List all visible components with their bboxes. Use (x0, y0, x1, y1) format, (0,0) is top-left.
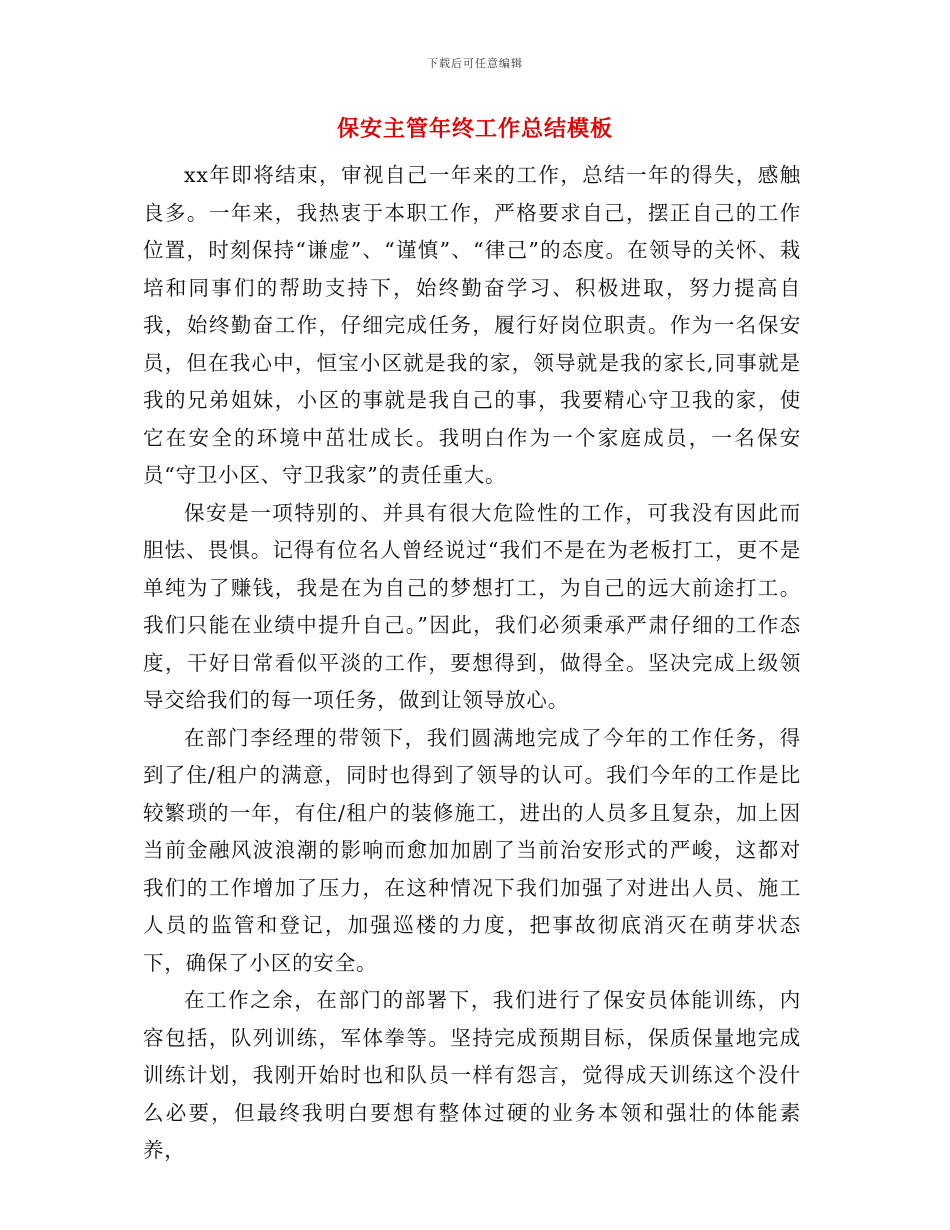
paragraph-1: xx年即将结束，审视自己一年来的工作，总结一年的得失，感触良多。一年来，我热衷于本职工作，严格要求自己，摆正自己的工作位置，时刻保持“谦虚”、“谨慎”、“律己”的态度。在领导的关怀、栽培和同事们的帮助支持下，始终勤奋学习、积极进取，努力提高自我，始终勤奋工作，仔细完成任务，履行好岗位职责。作为一名保安员，但在我心中，恒宝小区就是我的家，领导就是我的家长,同事就是我的兄弟姐妹，小区的事就是我自己的事，我要精心守卫我的家，使它在安全的环境中茁壮成长。我明白作为一个家庭成员，一名保安员“守卫小区、守卫我家”的责任重大。 (143, 163, 801, 487)
document-title: 保安主管年终工作总结模板 (336, 117, 613, 142)
paragraph-2: 保安是一项特别的、并具有很大危险性的工作，可我没有因此而胆怯、畏惧。记得有位名人曾经说过“我们不是在为老板打工，更不是单纯为了赚钱，我是在为自己的梦想打工，为自己的远大前途打工。我们只能在业绩中提升自己。”因此，我们必须秉承严肃仔细的工作态度，干好日常看似平淡的工作，要想得到，做得全。坚决完成上级领导交给我们的每一项任务，做到让领导放心。 (143, 500, 801, 712)
paragraph-3: 在部门李经理的带领下，我们圆满地完成了今年的工作任务，得到了住/租户的满意，同时也得到了领导的认可。我们今年的工作是比较繁琐的一年，有住/租户的装修施工，进出的人员多且复杂，加上因当前金融风波浪潮的影响而愈加加剧了当前治安形式的严峻，这都对我们的工作增加了压力，在这种情况下我们加强了对进出人员、施工人员的监管和登记，加强巡楼的力度，把事故彻底消灭在萌芽状态下，确保了小区的安全。 (143, 725, 801, 975)
document-body (143, 157, 801, 1170)
header-note: 下载后可任意编辑 (427, 57, 523, 70)
paragraph-4: 在工作之余，在部门的部署下，我们进行了保安员体能训练，内容包括，队列训练，军体拳等。坚持完成预期目标，保质保量地完成训练计划，我刚开始时也和队员一样有怨言，觉得成天训练这个没什么必要，但最终我明白要想有整体过硬的业务本领和强壮的体能素养， (143, 988, 801, 1162)
